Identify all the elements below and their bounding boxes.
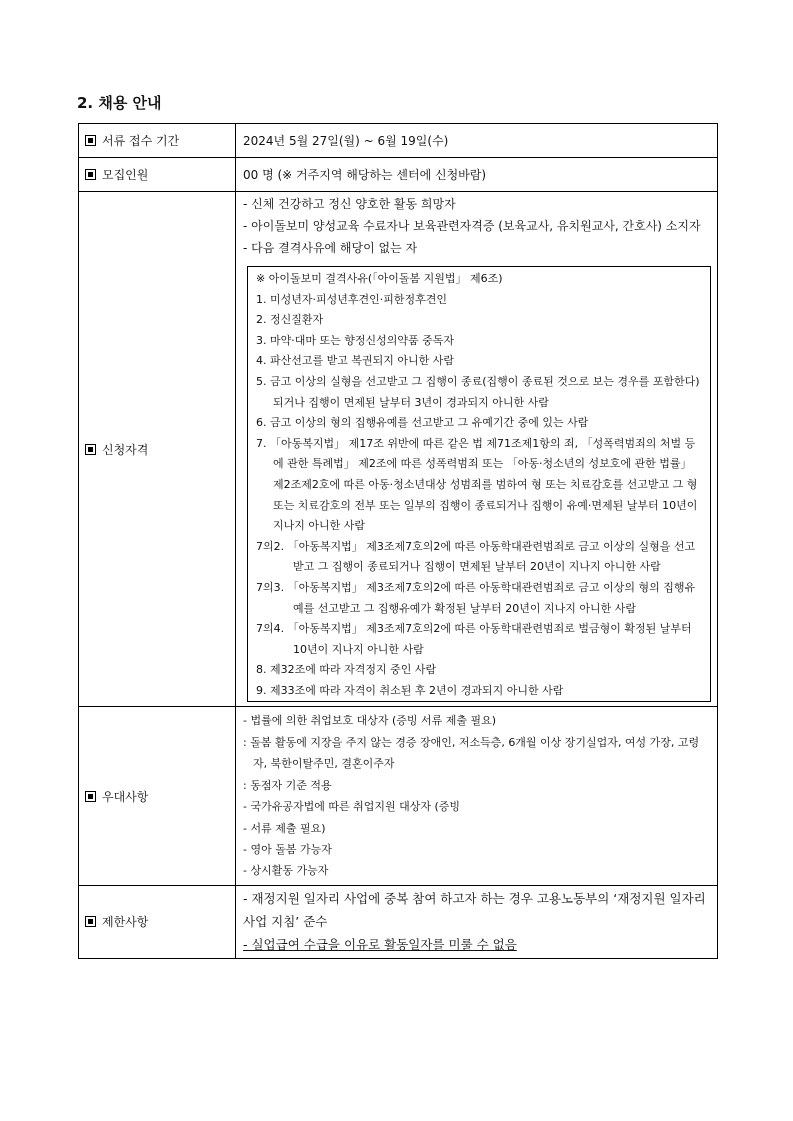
disqualification-item: 6. 금고 이상의 형의 집행유예를 선고받고 그 유예기간 중에 있는 사람 [256,416,589,430]
preference-line: : 돌봄 활동에 지장을 주지 않는 경증 장애인, 저소득층, 6개월 이상 장기실업자, 여성 가장, 고령자, 북한이탈주민, 결혼이주자 [243,735,700,771]
disqualification-item: 7의2. 「아동복지법」 제3조제7호의2에 따른 아동학대관련범죄로 금고 이상의 실형을 선고받고 그 집행이 종료되거나 집행이 면제된 날부터 20년이 지나지 아니한 사람 [256,539,696,574]
label-cell [79,192,236,707]
disqualification-item: 7. 「아동복지법」 제17조 위반에 따른 같은 법 제71조제1항의 죄, 「성폭력범죄의 처벌 등에 관한 특례법」 제2조에 따른 성폭력범죄 또는 「아동·청소년의 성보호에 관한 법률」 제2조제2호에 따른 아동·청소년대상 성범죄를 범하여 형 또는 치료감호를 선고받고 그 형 또는 치료감호의 전부 또는 일부의 집행이 종료되거나 집행이 유예·면제된 날부터 10년이 지나지 아니한 사람 [256,436,698,533]
square-bullet-icon [85,791,96,802]
disqualification-item: 7의3. 「아동복지법」 제3조제7호의2에 따른 아동학대관련범죄로 금고 이상의 형의 집행유예를 선고받고 그 집행유예가 확정된 날부터 20년이 지나지 아니한 사람 [256,580,696,615]
period-value: 2024년 5월 27일(월) ~ 6월 19일(수) [236,124,718,158]
limitation-content [236,885,718,958]
preference-line: - 상시활동 가능자 [243,864,329,878]
disqualification-item: 5. 금고 이상의 실형을 선고받고 그 집행이 종료(집행이 종료된 것으로 보는 경우를 포함한다)되거나 집행이 면제된 날부터 3년이 경과되지 아니한 사람 [256,374,700,409]
label-cell [79,158,236,192]
row-qualification [79,192,718,707]
square-bullet-icon [85,916,96,927]
disqualification-heading: ※ 아이돌보미 결격사유(「아이돌봄 지원법」 제6조) [256,272,503,285]
recruit-value: 00 명 (※ 거주지역 해당하는 센터에 신청바람) [236,158,718,192]
recruit-label: 모집인원 [102,168,149,182]
qualification-line: - 아이돌보미 양성교육 수료자나 보육관련자격증 (보육교사, 유치원교사, 간호사) 소지자 [243,219,701,233]
row-recruit-count [79,158,718,192]
recruitment-info-table [78,123,718,959]
label-cell [79,885,236,958]
row-application-period [79,124,718,158]
period-label: 서류 접수 기간 [102,134,180,148]
disqualification-item: 7의4. 「아동복지법」 제3조제7호의2에 따른 아동학대관련범죄로 벌금형이 확정된 날부터 10년이 지나지 아니한 사람 [256,622,692,656]
square-bullet-icon [85,169,96,180]
preference-line: - 영아 돌봄 가능자 [243,842,332,856]
row-preference [79,707,718,885]
disqualification-box [247,266,711,702]
limitation-line-underlined: - 실업급여 수급을 이유로 활동일자를 미룰 수 없음 [243,936,517,952]
disqualification-item: 8. 제32조에 따라 자격정지 중인 사람 [256,663,437,677]
preference-content [236,707,718,885]
qualification-line: - 다음 결격사유에 해당이 없는 자 [243,241,418,255]
disqualification-item: 4. 파산선고를 받고 복권되지 아니한 사람 [256,354,454,368]
label-cell [79,707,236,885]
disqualification-item: 1. 미성년자·피성년후견인·피한정후견인 [256,292,447,306]
qualification-content [236,192,718,707]
disqualification-item: 3. 마약·대마 또는 향정신성의약품 중독자 [256,333,454,347]
preference-line: : 동점자 기준 적용 [243,778,332,792]
preference-line: - 서류 제출 필요) [243,821,326,835]
disqualification-item: 2. 정신질환자 [256,313,324,327]
limitation-line: - 재정지원 일자리 사업에 중복 참여 하고자 하는 경우 고용노동부의 ‘재정지원 일자리사업 지침’ 준수 [243,890,706,929]
section-title: 2. 채용 안내 [77,94,162,112]
square-bullet-icon [85,444,96,455]
preference-label: 우대사항 [102,789,149,804]
qualification-line: - 신체 건강하고 정신 양호한 활동 희망자 [243,197,456,211]
limitation-label: 제한사항 [102,915,149,930]
row-limitation [79,885,718,958]
square-bullet-icon [85,135,96,146]
preference-line: - 법률에 의한 취업보호 대상자 (증빙 서류 제출 필요) [243,714,497,728]
qualification-label: 신청자격 [102,442,149,457]
label-cell [79,124,236,158]
disqualification-item: 9. 제33조에 따라 자격이 취소된 후 2년이 경과되지 아니한 사람 [256,683,564,697]
preference-line: - 국가유공자법에 따른 취업지원 대상자 (증빙 [243,800,461,814]
